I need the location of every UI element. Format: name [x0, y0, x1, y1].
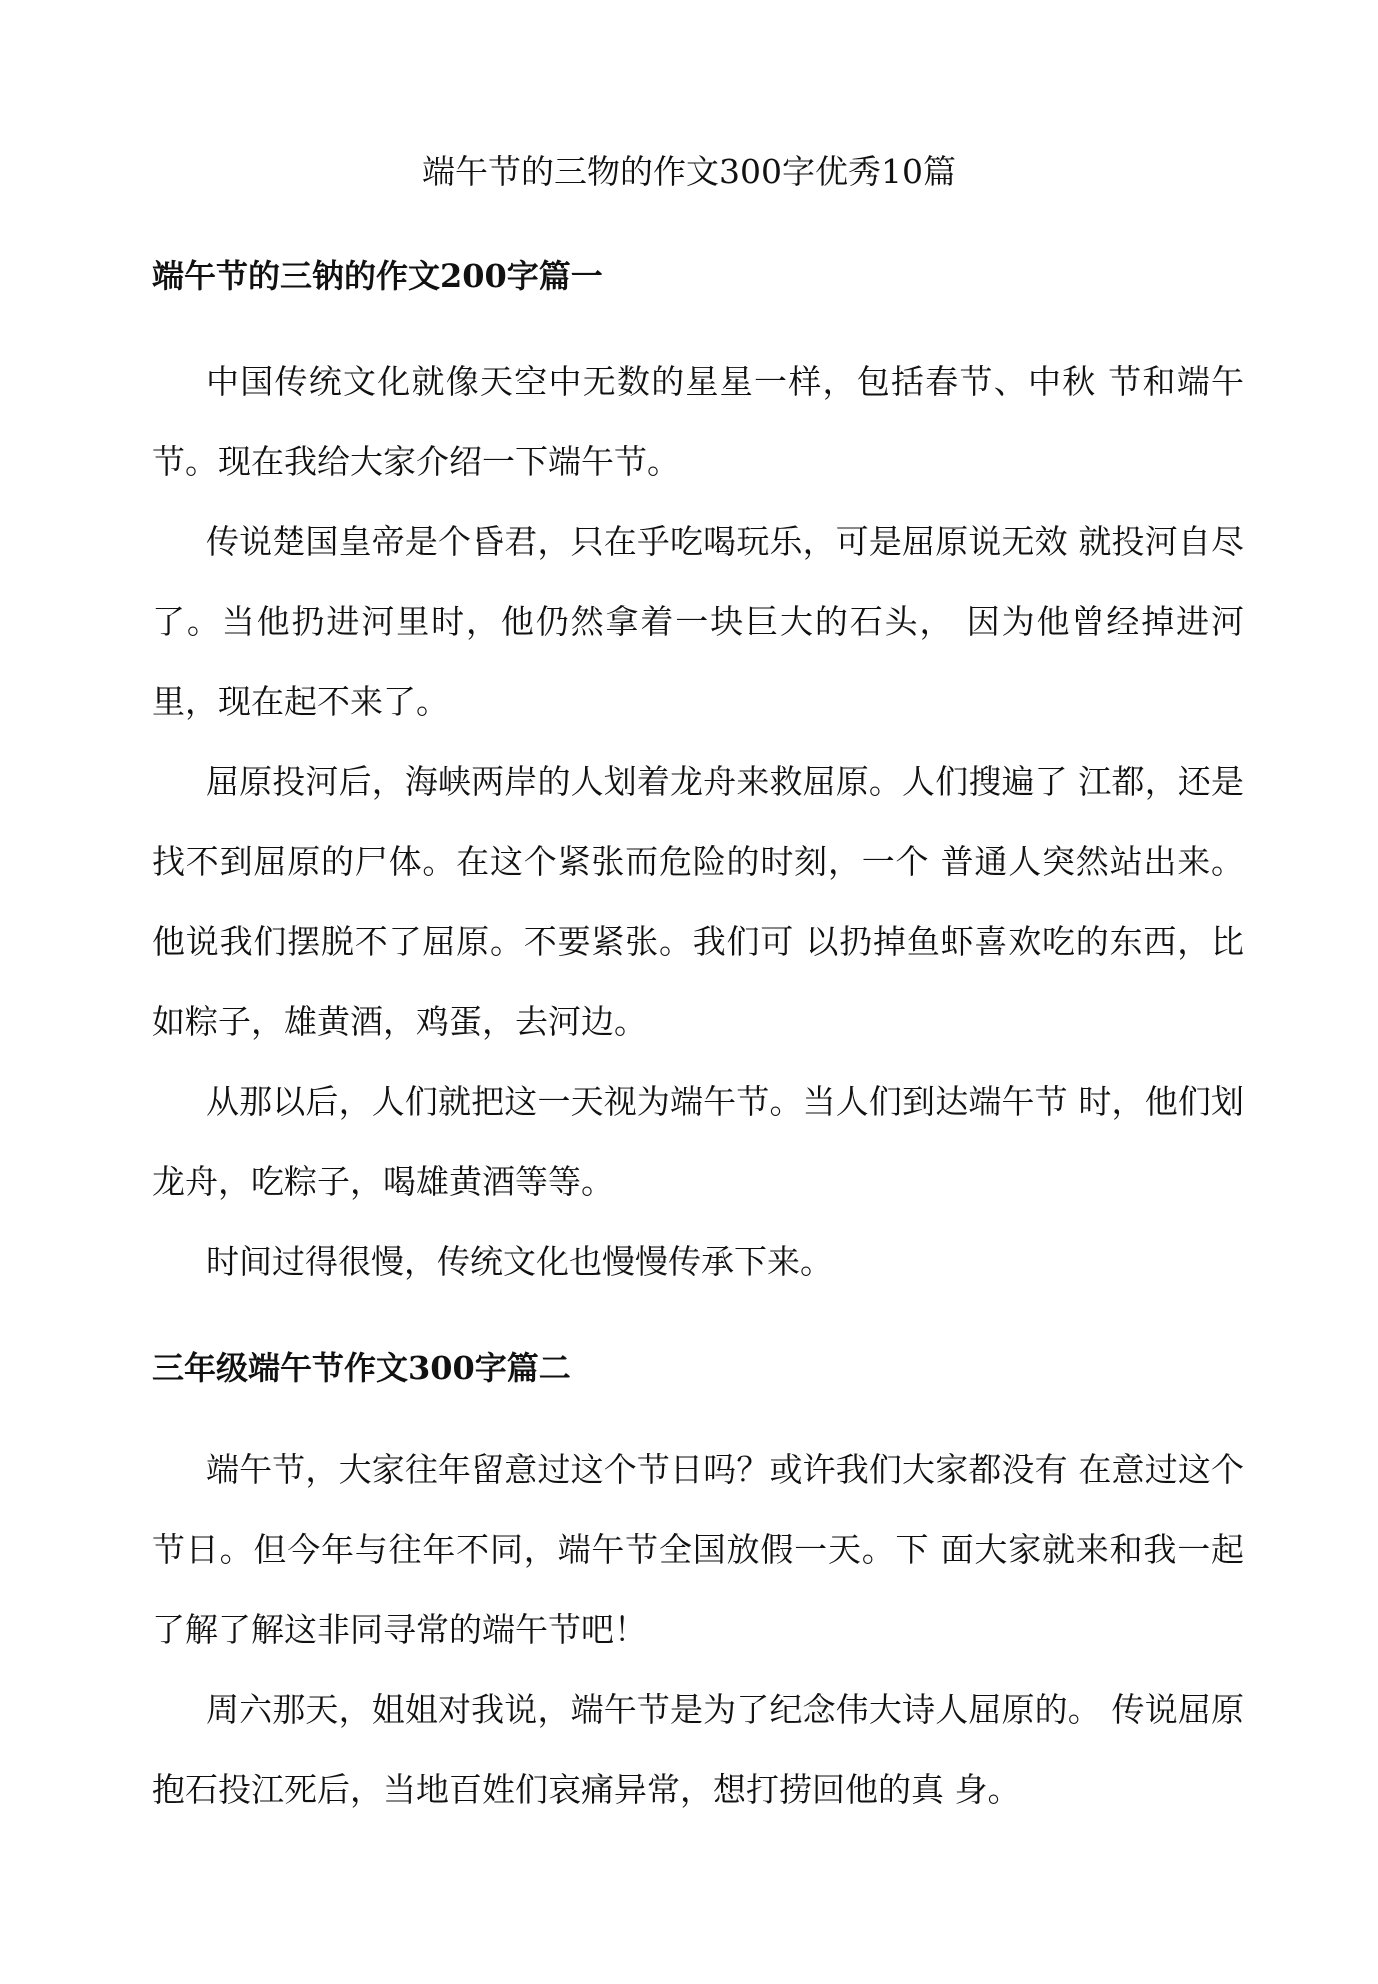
section-heading-2: 三年级端午节作文300字篇二 [152, 1349, 571, 1387]
section-heading-1: 端午节的三钠的作文200字篇一 [152, 257, 603, 295]
paragraph: 从那以后，人们就把这一天视为端午节。当人们到达端午节 时，他们划龙舟，吃粽子，喝雄黄酒等等。 [152, 1082, 1244, 1201]
paragraph: 端午节，大家往年留意过这个节日吗？或许我们大家都没有 在意过这个节日。但今年与往年不同，端午节全国放假一天。下 面大家就来和我一起了解了解这非同寻常的端午节吧！ [152, 1450, 1244, 1649]
paragraph: 屈原投河后，海峡两岸的人划着龙舟来救屈原。人们搜遍了 江都，还是找不到屈原的尸体。在这个紧张而危险的时刻，一个 普通人突然站出来。他说我们摆脱不了屈原。不要紧张。我们可 以扔掉鱼虾喜欢吃的东西，比如粽子，雄黄酒，鸡蛋，去河边。 [152, 762, 1244, 1041]
document-title: 端午节的三物的作文300字优秀10篇 [422, 152, 956, 191]
document-body [152, 252, 1244, 1830]
paragraph: 中国传统文化就像天空中无数的星星一样，包括春节、中秋 节和端午节。现在我给大家介绍一下端午节。 [152, 362, 1244, 481]
paragraph: 传说楚国皇帝是个昏君，只在乎吃喝玩乐，可是屈原说无效 就投河自尽了。当他扔进河里时，他仍然拿着一块巨大的石头， 因为他曾经掉进河里，现在起不来了。 [152, 522, 1244, 721]
paragraph: 周六那天，姐姐对我说，端午节是为了纪念伟大诗人屈原的。 传说屈原抱石投江死后，当地百姓们哀痛异常，想打捞回他的真 身。 [152, 1690, 1244, 1809]
paragraph: 时间过得很慢，传统文化也慢慢传承下来。 [206, 1242, 833, 1281]
